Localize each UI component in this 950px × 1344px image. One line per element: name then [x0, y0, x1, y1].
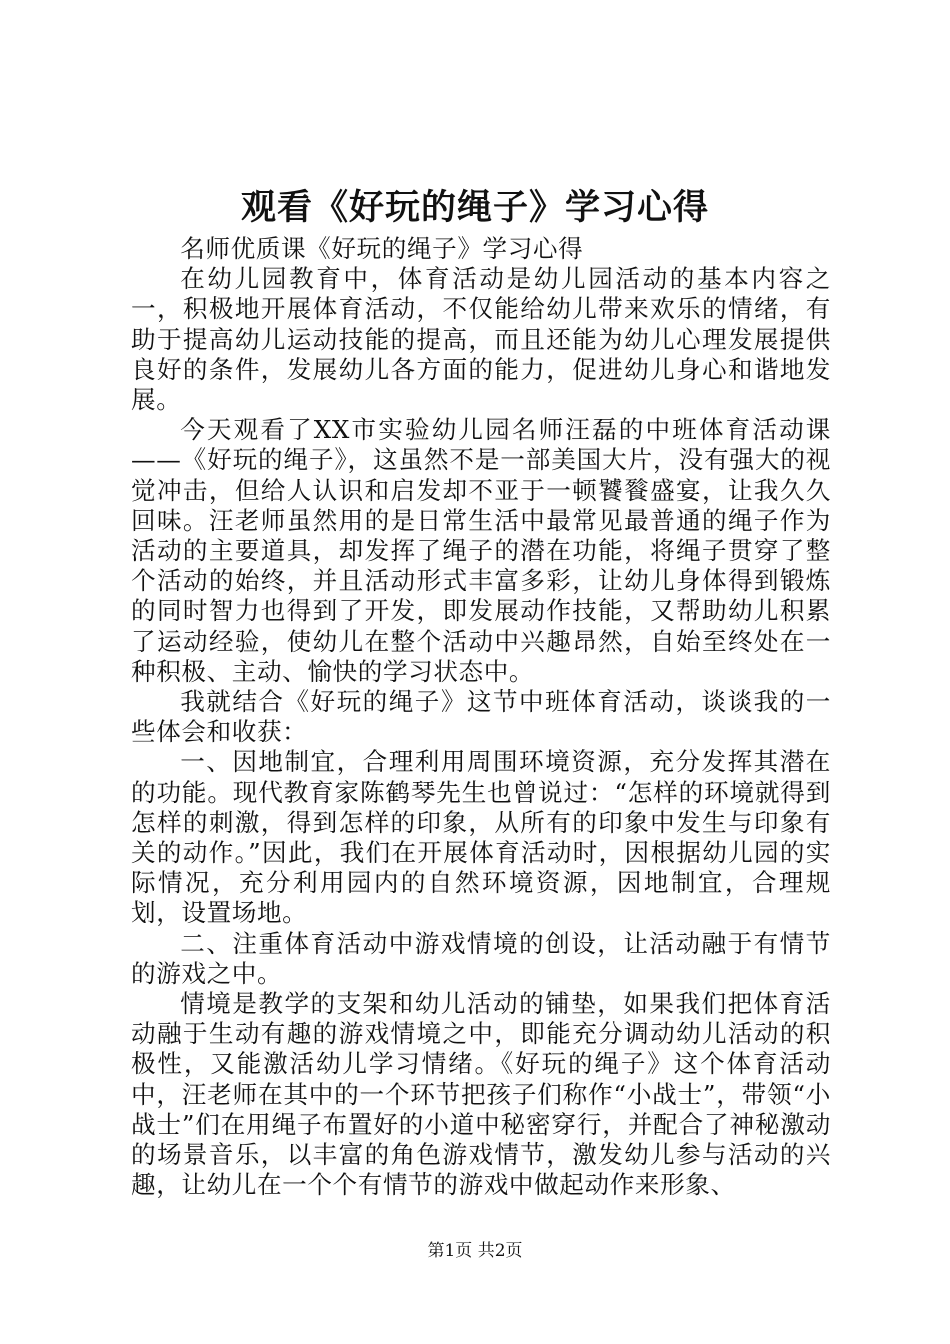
- body-paragraph: 一、因地制宜，合理利用周围环境资源，充分发挥其潜在的功能。现代教育家陈鹤琴先生也曾说过：“怎样的环境就得到怎样的刺激，得到怎样的印象，从所有的印象中发生与印象有关的动作。”因此，我们在开展体育活动时，因根据幼儿园的实际情况，充分利用园内的自然环境资源，因地制宜，合理规划，设置场地。: [131, 747, 831, 928]
- body-paragraph: 今天观看了XX市实验幼儿园名师汪磊的中班体育活动课——《好玩的绳子》，这虽然不是一部美国大片，没有强大的视觉冲击，但给人认识和启发却不亚于一顿饕餮盛宴，让我久久回味。汪老师虽然用的是日常生活中最常见最普通的绳子作为活动的主要道具，却发挥了绳子的潜在功能，将绳子贯穿了整个活动的始终，并且活动形式丰富多彩，让幼儿身体得到锻炼的同时智力也得到了开发，即发展动作技能，又帮助幼儿积累了运动经验，使幼儿在整个活动中兴趣昂然，自始至终处在一种积极、主动、愉快的学习状态中。: [131, 415, 831, 686]
- body-paragraph: 二、注重体育活动中游戏情境的创设，让活动融于有情节的游戏之中。: [131, 928, 831, 988]
- body-paragraph: 情境是教学的支架和幼儿活动的铺垫，如果我们把体育活动融于生动有趣的游戏情境之中，即能充分调动幼儿活动的积极性，又能激活幼儿学习情绪。《好玩的绳子》这个体育活动中，汪老师在其中的一个环节把孩子们称作“小战士”，带领“小战士”们在用绳子布置好的小道中秘密穿行，并配合了神秘激动的场景音乐，以丰富的角色游戏情节，激发幼儿参与活动的兴趣，让幼儿在一个个有情节的游戏中做起动作来形象、: [131, 989, 831, 1200]
- body-paragraph: 我就结合《好玩的绳子》这节中班体育活动，谈谈我的一些体会和收获：: [131, 687, 831, 747]
- document-body: [131, 234, 831, 1201]
- page-footer: 第1页 共2页: [427, 1241, 523, 1261]
- document-title: 观看《好玩的绳子》学习心得: [240, 187, 709, 228]
- subtitle-paragraph: 名师优质课《好玩的绳子》学习心得: [180, 234, 584, 263]
- body-paragraph: 在幼儿园教育中，体育活动是幼儿园活动的基本内容之一，积极地开展体育活动，不仅能给幼儿带来欢乐的情绪，有助于提高幼儿运动技能的提高，而且还能为幼儿心理发展提供良好的条件，发展幼儿各方面的能力，促进幼儿身心和谐地发展。: [131, 264, 831, 415]
